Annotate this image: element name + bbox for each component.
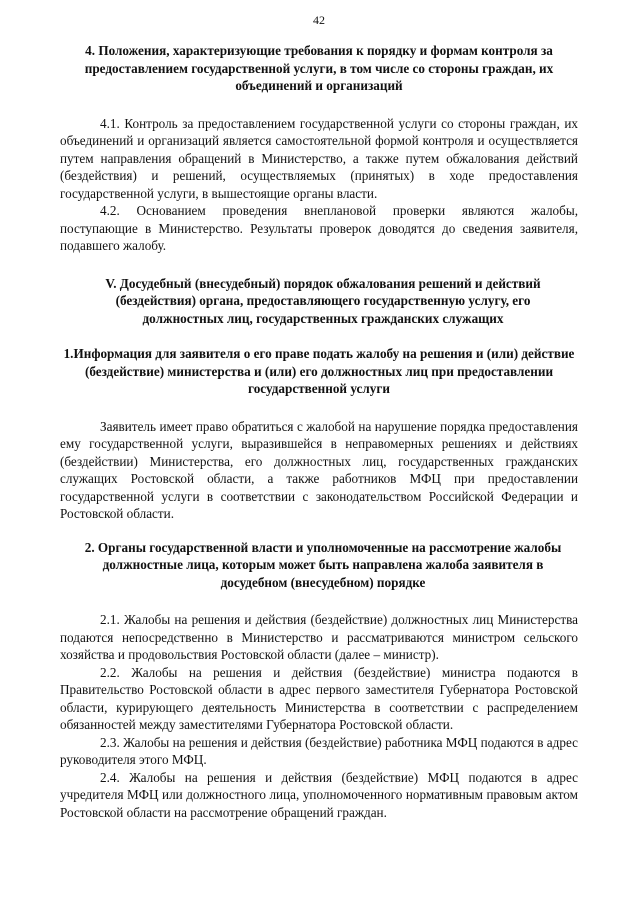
paragraph-4-2: 4.2. Основанием проведения внеплановой проверки являются жалобы, поступающие в Министерство. Результаты проверок доводятся до сведения заявителя, подавшего жалобу. (60, 203, 578, 253)
paragraph-2-1: 2.1. Жалобы на решения и действия (бездействие) должностных лиц Министерства подаются непосредственно в Министерство и рассматриваются министром сельского хозяйства и продовольствия Ростовской области (далее – министр). (60, 612, 578, 662)
paragraph-2-3: 2.3. Жалобы на решения и действия (бездействие) работника МФЦ подаются в адрес руководителя этого МФЦ. (60, 734, 578, 767)
paragraph-5-1-1: Заявитель имеет право обратиться с жалобой на нарушение порядка предоставления ему государственной услуги, выразившейся в неправомерных решениях и действиях (бездействии) Министерства, его должностных лиц, государственных гражданских служащих Ростовской области, а также работников МФЦ при предоставлении государственной услуги в соответствии с законодательством Российской Федерации и Ростовской области. (60, 418, 578, 521)
page-number: 42 (313, 13, 325, 27)
paragraph-2-2: 2.2. Жалобы на решения и действия (бездействие) министра подаются в Правительство Ростовской области в адрес первого заместителя Губернатора Ростовской области, курирующего деятельность Министерства в соответствии с распределением обязанностей между заместителями Губернатора Ростовской области. (60, 664, 578, 732)
paragraph-4-1: 4.1. Контроль за предоставлением государственной услуги со стороны граждан, их объединений и организаций является самостоятельной формой контроля и осуществляется путем направления обращений в Министерство, а также путем обжалования действий (бездействия) и решений, осуществляемых (принятых) в ходе предоставления государственной услуги, в вышестоящие органы власти. (60, 115, 578, 201)
subsection-2-heading: 2. Органы государственной власти и уполномоченные на рассмотрение жалобы должностные лица, которым может быть направлена жалоба заявителя в досудебном (внесудебном) порядке (84, 539, 562, 590)
subsection-1-heading: 1.Информация для заявителя о его праве подать жалобу на решения и (или) действие (бездействие) министерства и (или) его должностных лиц при предоставлении государственной услуги (63, 346, 575, 396)
section-4-heading: 4. Положения, характеризующие требования к порядку и формам контроля за предоставлением государственной услуги, в том числе со стороны граждан, их объединений и организаций (84, 43, 554, 93)
section-5-heading: V. Досудебный (внесудебный) порядок обжалования решений и действий (бездействия) органа, предоставляющего государственную услугу, его должностных лиц, государственных гражданских служащих (105, 275, 541, 326)
paragraph-2-4: 2.4. Жалобы на решения и действия (бездействие) МФЦ подаются в адрес учредителя МФЦ или должностного лица, уполномоченного нормативным правовым актом Ростовской области на рассмотрение обращений граждан. (60, 769, 578, 820)
